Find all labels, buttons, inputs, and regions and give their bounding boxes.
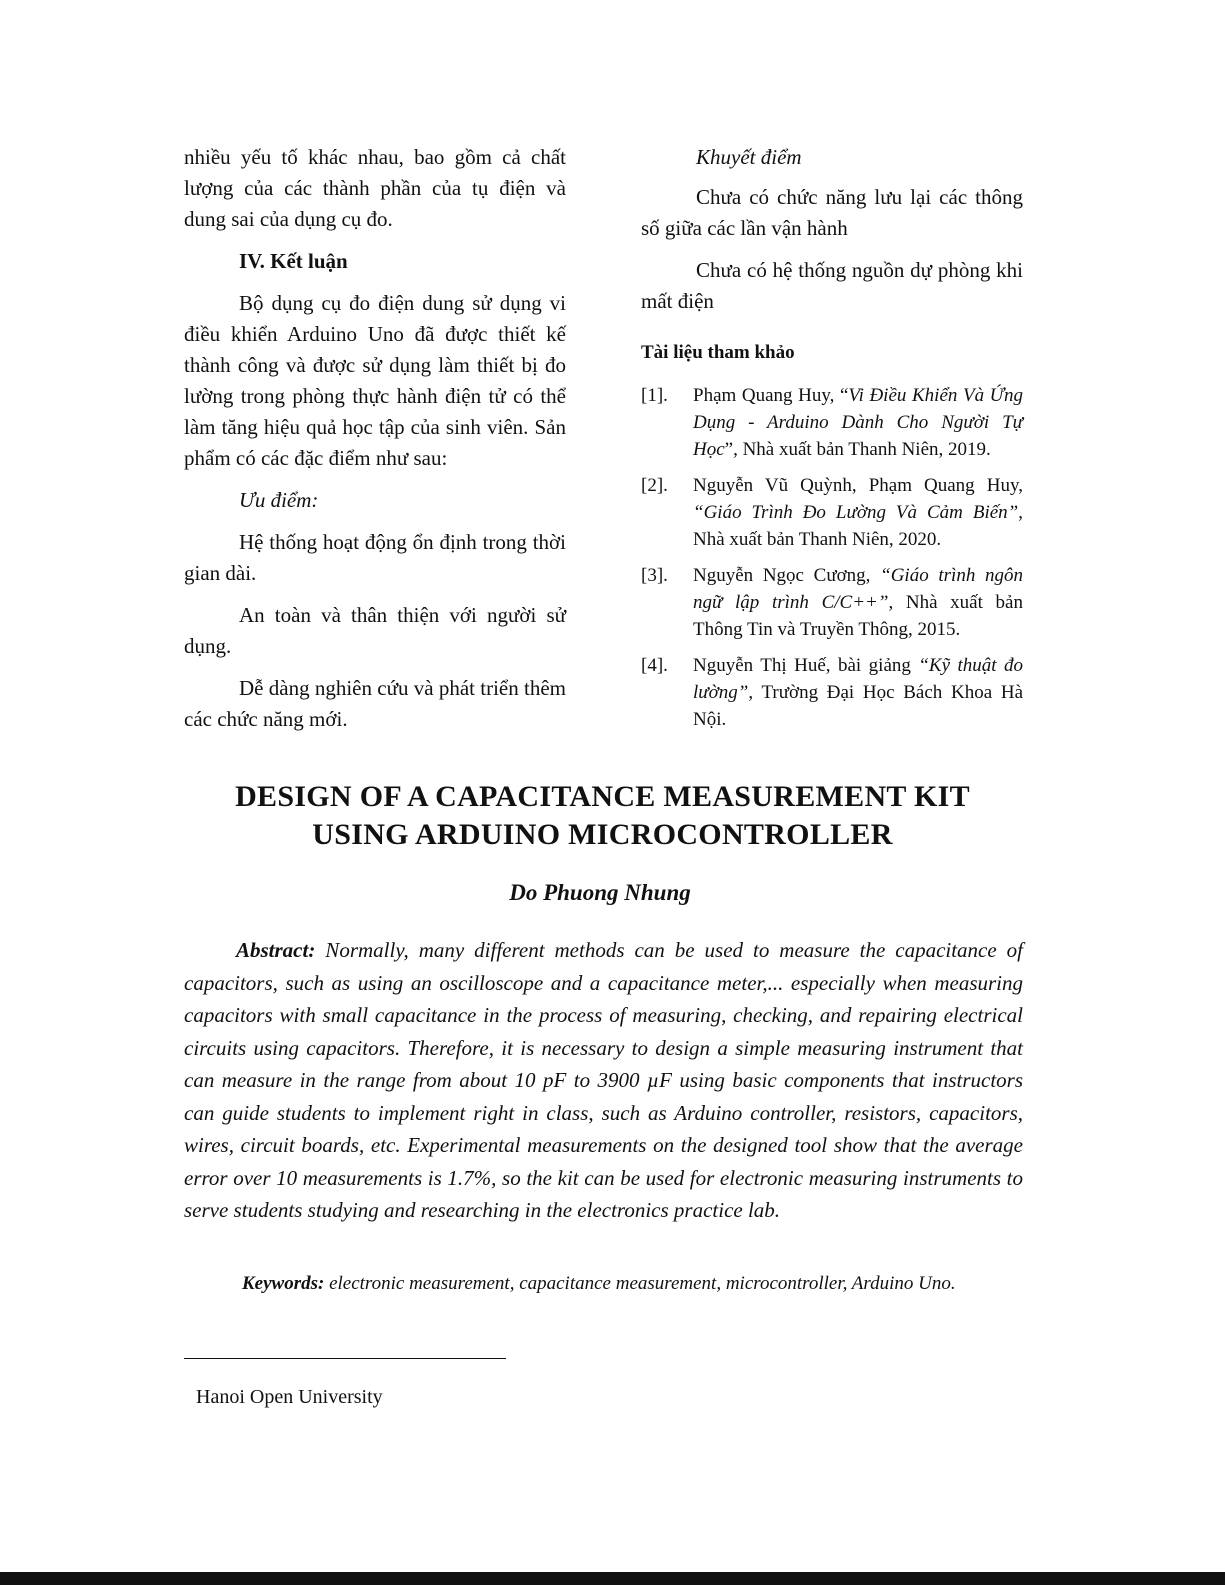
reference-item [641, 382, 1023, 463]
references-heading: Tài liệu tham khảo [641, 342, 795, 363]
reference-text: Nguyễn Vũ Quỳnh, Phạm Quang Huy, “Giáo Trình Đo Lường Và Cảm Biến”, Nhà xuất bản Thanh Niên, 2020. [693, 475, 1023, 550]
pros-label: Ưu điểm: [239, 488, 319, 512]
con-item: Chưa có hệ thống nguồn dự phòng khi mất điện [641, 258, 1023, 313]
keywords [184, 1270, 1023, 1298]
abstract-text: Normally, many different methods can be used to measure the capacitance of capacitors, such as using an oscilloscope and a capacitance meter,... especially when measuring capacitors with small capacitance in the process of measuring, checking, and repairing electrical circuits using capacitors. Therefore, it is necessary to design a simple measuring instrument that can measure in the range from about 10 pF to 3900 µF using basic components that instructors can guide students to implement right in class, such as Arduino controller, resistors, capacitors, wires, circuit boards, etc. Experimental measurements on the designed tool show that the average error over 10 measurements is 1.7%, so the kit can be used for electronic measuring instruments to serve students studying and researching in the electronics practice lab. [184, 938, 1023, 1222]
reference-text: Phạm Quang Huy, “Vi Điều Khiển Và Ứng Dụng - Arduino Dành Cho Người Tự Học”, Nhà xuất bản Thanh Niên, 2019. [693, 385, 1023, 460]
right-column [641, 142, 1023, 742]
abstract-label: Abstract: [236, 938, 316, 962]
english-title [120, 778, 1085, 854]
author-name: Do Phuong Nhung [509, 880, 691, 905]
reference-number: [2]. [641, 475, 668, 496]
keywords-label: Keywords: [242, 1273, 325, 1294]
reference-text: Nguyễn Thị Huế, bài giảng “Kỹ thuật đo lường”, Trường Đại Học Bách Khoa Hà Nội. [693, 655, 1023, 730]
keywords-text: electronic measurement, capacitance measurement, microcontroller, Arduino Uno. [324, 1273, 956, 1294]
reference-item [641, 652, 1023, 733]
reference-item [641, 562, 1023, 643]
title-line: USING ARDUINO MICROCONTROLLER [312, 818, 893, 851]
reference-number: [1]. [641, 385, 668, 406]
reference-text: Nguyễn Ngọc Cương, “Giáo trình ngôn ngữ lập trình C/C++”, Nhà xuất bản Thông Tin và Truyền Thông, 2015. [693, 565, 1023, 640]
page-bottom-bar [0, 1572, 1225, 1585]
reference-number: [3]. [641, 565, 668, 586]
title-line: DESIGN OF A CAPACITANCE MEASUREMENT KIT [235, 780, 970, 813]
abstract [184, 934, 1023, 1227]
reference-item [641, 472, 1023, 553]
footnote-divider [184, 1358, 506, 1359]
reference-list [641, 382, 1023, 733]
pro-item: An toàn và thân thiện với người sử dụng. [184, 603, 566, 658]
paragraph-conclusion: Bộ dụng cụ đo điện dung sử dụng vi điều khiển Arduino Uno đã được thiết kế thành công và được sử dụng làm thiết bị đo lường trong phòng thực hành điện tử có thể làm tăng hiệu quả học tập của sinh viên. Sản phẩm có các đặc điểm như sau: [184, 291, 566, 470]
paragraph-continuation: nhiều yếu tố khác nhau, bao gồm cả chất lượng của các thành phần của tụ điện và dung sai của dụng cụ đo. [184, 145, 566, 231]
reference-number: [4]. [641, 655, 668, 676]
left-column [184, 142, 566, 746]
cons-label: Khuyết điểm [696, 145, 802, 169]
section-heading-conclusion: IV. Kết luận [239, 249, 348, 273]
pro-item: Hệ thống hoạt động ổn định trong thời gian dài. [184, 530, 566, 585]
con-item: Chưa có chức năng lưu lại các thông số giữa các lần vận hành [641, 185, 1023, 240]
affiliation-footnote: Hanoi Open University [196, 1386, 383, 1408]
pro-item: Dễ dàng nghiên cứu và phát triển thêm các chức năng mới. [184, 676, 566, 731]
